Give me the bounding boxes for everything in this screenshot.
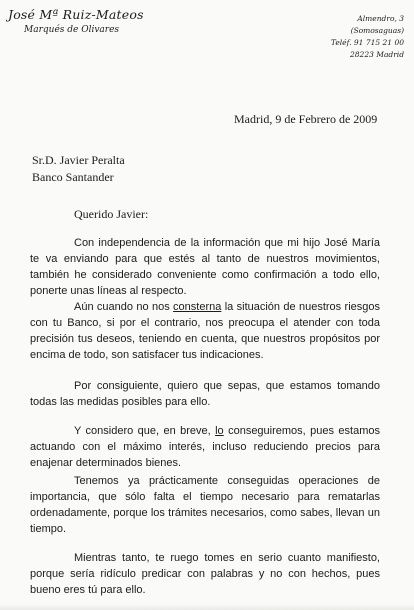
recipient-block — [32, 152, 125, 186]
address-line-area: (Somosaguas) — [350, 26, 404, 35]
paragraph-2-text-end: la situación de nuestros riesgos con tu Banco, si por el contrario, nos preocupa el atender con toda precisión tus deseos, teniendo en cuenta, que nuestros propósitos por encima de todo, son satisfacer tus indicaciones. — [30, 301, 380, 361]
paragraph-1 — [30, 235, 380, 299]
recipient-name: Sr.D. Javier Peralta — [32, 153, 125, 167]
paragraph-2-text-start: Aún cuando no nos — [74, 301, 174, 313]
paragraph-2-underlined-word: consterna — [173, 301, 222, 313]
letterhead-address — [324, 13, 404, 61]
paragraph-4 — [30, 423, 380, 471]
letter-date: Madrid, 9 de Febrero de 2009 — [234, 112, 378, 126]
paragraph-4-text-end: conseguiremos, pues estamos actuando con el máximo interés, incluso reduciendo precios para enajenar determinados bienes. — [30, 425, 380, 469]
paragraph-5 — [30, 473, 380, 537]
address-line-city: 28223 Madrid — [350, 50, 404, 59]
paragraph-3 — [30, 378, 380, 410]
sender-title: Marqués de Olivares — [24, 25, 120, 35]
paragraph-6-text: Mientras tanto, te ruego tomes en serio cuanto manifiesto, porque sería ridículo predicar con palabras y no con hechos, pues bueno eres tú para ello. — [30, 552, 380, 596]
salutation: Querido Javier: — [74, 207, 149, 221]
paragraph-2 — [30, 299, 380, 363]
paragraph-4-text-start: Y considero que, en breve, — [74, 425, 216, 437]
address-line-street: Almendro, 3 — [357, 14, 404, 23]
recipient-company: Banco Santander — [32, 170, 114, 184]
paragraph-3-text: Por consiguiente, quiero que sepas, que estamos tomando todas las medidas posibles para ello. — [30, 380, 380, 408]
sender-name: José Mª Ruiz-Mateos — [8, 7, 144, 22]
paragraph-4-underlined-word: lo — [215, 425, 224, 437]
paragraph-6 — [30, 550, 380, 598]
address-line-phone: Teléf. 91 715 21 00 — [330, 38, 404, 47]
letterhead-sender — [8, 7, 144, 35]
paragraph-5-text: Tenemos ya prácticamente conseguidas operaciones de importancia, que sólo falta el tiempo necesario para rematarlas ordenadamente, porque los trámites necesarios, como sabes, llevan un tiempo. — [30, 475, 380, 535]
paragraph-1-text: Con independencia de la información que mi hijo José María te va enviando para que estés al tanto de nuestros movimientos, también he considerado conveniente como confirmación a todo ello, ponerte unas líneas al respecto. — [30, 237, 380, 297]
